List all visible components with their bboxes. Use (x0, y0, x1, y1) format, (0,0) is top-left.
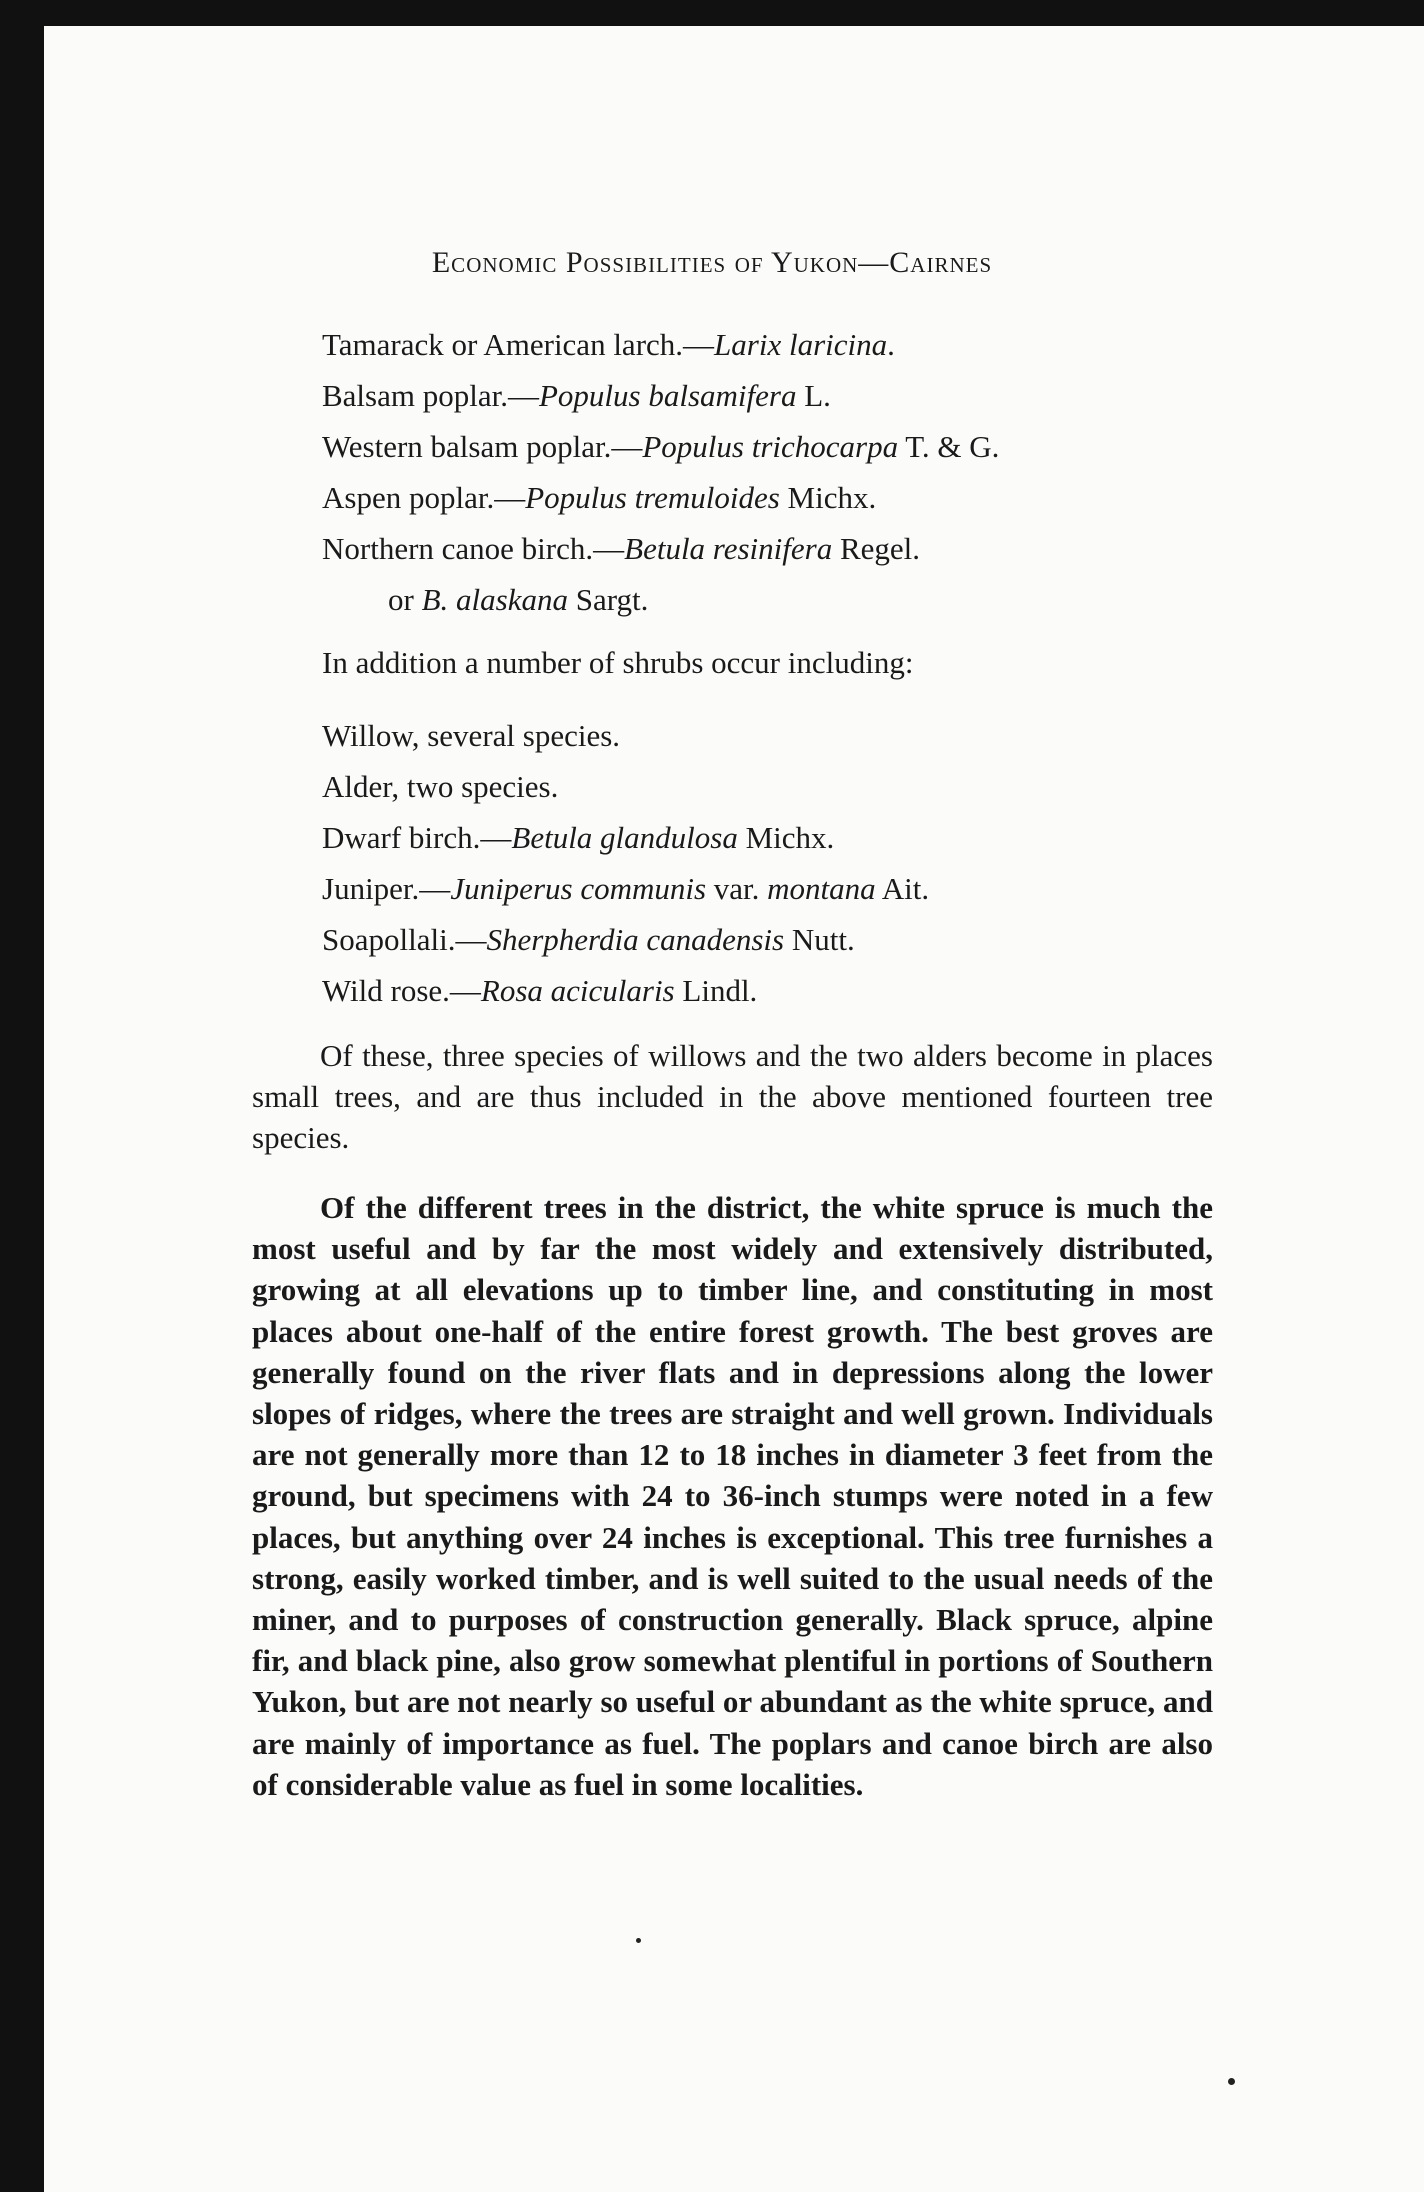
latin-name: Populus tremuloides (525, 480, 780, 515)
common-name: Dwarf birch.— (322, 820, 512, 855)
common-name: Balsam poplar.— (322, 378, 539, 413)
latin-name: Rosa acicularis (480, 973, 675, 1008)
species-entry (322, 472, 999, 523)
authority: Michx. (779, 480, 877, 515)
authority: var. (706, 871, 768, 906)
ink-speck (636, 1938, 641, 1943)
common-name: Willow, several species. (322, 718, 621, 753)
shrubs-intro: In addition a number of shrubs occur including: (322, 645, 914, 680)
paragraph-white-spruce: Of the different trees in the district, the white spruce is much the most useful and by far the most widely and extensively distributed, growing at all elevations up to timber line, and constituting in most places about one-half of the entire forest growth. The best groves are generally found on the river flats and in depressions along the lower slopes of ridges, where the trees are straight and well grown. Individuals are not generally more than 12 to 18 inches in diameter 3 feet from the ground, but specimens with 24 to 36-inch stumps were noted in a few places, but anything over 24 inches is exceptional. This tree furnishes a strong, easily worked timber, and is well suited to the usual needs of the miner, and to purposes of construction generally. Black spruce, alpine fir, and black pine, also grow somewhat plentiful in portions of Southern Yukon, but are not nearly so useful or abundant as the white spruce, and are mainly of importance as fuel. The poplars and canoe birch are also of considerable value as fuel in some localities. (252, 1190, 1213, 1802)
authority: Sargt. (567, 582, 649, 617)
authority: Regel. (832, 531, 921, 566)
latin-name: B. alaskana (421, 582, 568, 617)
species-entry (322, 574, 999, 625)
common-name: Juniper.— (322, 871, 451, 906)
species-entry (322, 914, 929, 965)
authority: Lindl. (674, 973, 758, 1008)
shrub-species-list (322, 710, 929, 1016)
authority: Michx. (737, 820, 835, 855)
latin-name: Populus trichocarpa (642, 429, 899, 464)
latin-name: Populus balsamifera (538, 378, 797, 413)
authority: T. & G. (898, 429, 1000, 464)
latin-name: Betula resinifera (624, 531, 833, 566)
species-entry (322, 319, 999, 370)
authority: L. (796, 378, 831, 413)
authority: Nutt. (784, 922, 855, 957)
species-entry (322, 421, 999, 472)
tree-species-list (322, 319, 999, 625)
common-name: or (388, 582, 422, 617)
running-header: Economic Possibilities of Yukon—Cairnes (431, 246, 993, 279)
species-entry (322, 523, 999, 574)
latin-name: Juniperus communis (450, 871, 707, 906)
authority: . (887, 327, 895, 362)
common-name: Alder, two species. (322, 769, 559, 804)
latin-name: Larix laricina (714, 327, 888, 362)
paragraph-willows-alders: Of these, three species of willows and the two alders become in places small trees, and are thus included in the above mentioned fourteen tree species. (252, 1038, 1213, 1156)
authority-variety: Ait. (875, 871, 930, 906)
latin-name: Betula glandulosa (511, 820, 738, 855)
species-entry (322, 863, 929, 914)
common-name: Northern canoe birch.— (322, 531, 625, 566)
species-entry (322, 812, 929, 863)
species-entry (322, 370, 999, 421)
latin-name-variety: montana (767, 871, 876, 906)
species-entry (322, 965, 929, 1016)
common-name: Western balsam poplar.— (322, 429, 643, 464)
common-name: Aspen poplar.— (322, 480, 526, 515)
common-name: Soapollali.— (322, 922, 487, 957)
common-name: Wild rose.— (322, 973, 481, 1008)
species-entry (322, 710, 929, 761)
ink-speck (1228, 2078, 1235, 2085)
latin-name: Sherpherdia canadensis (486, 922, 785, 957)
common-name: Tamarack or American larch.— (322, 327, 715, 362)
species-entry (322, 761, 929, 812)
